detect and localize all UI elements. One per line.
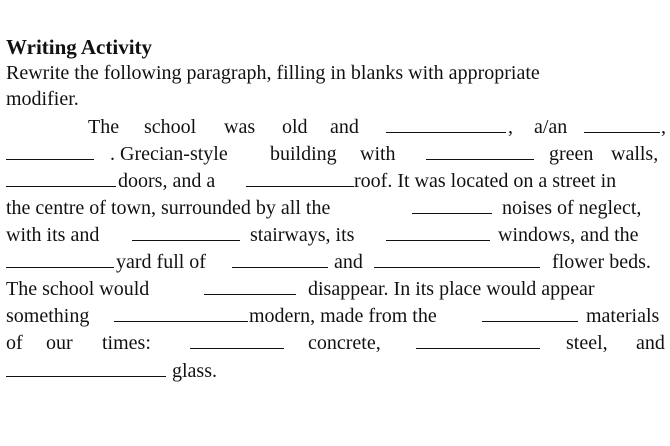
blank-line bbox=[6, 376, 166, 377]
paragraph-line bbox=[6, 115, 668, 139]
blank-line bbox=[232, 267, 328, 268]
paragraph-word: windows, and the bbox=[498, 224, 639, 246]
paragraph-line bbox=[6, 142, 668, 166]
paragraph-word: a/an bbox=[534, 116, 568, 138]
paragraph-word: stairways, its bbox=[250, 224, 355, 246]
blank-line bbox=[412, 213, 492, 214]
paragraph-word: building bbox=[270, 143, 337, 165]
paragraph-line bbox=[6, 223, 668, 247]
paragraph-line bbox=[6, 250, 668, 274]
paragraph-word: and bbox=[330, 116, 359, 138]
paragraph-word: , bbox=[508, 116, 513, 138]
blank-line bbox=[6, 186, 116, 187]
paragraph-line bbox=[6, 304, 668, 328]
instructions-line-2: modifier. bbox=[6, 88, 79, 110]
paragraph-word: roof. It was located on a street in bbox=[354, 170, 617, 192]
blank-line bbox=[482, 321, 578, 322]
paragraph-line bbox=[6, 196, 668, 220]
instructions-line-1: Rewrite the following paragraph, filling in blanks with appropriate bbox=[6, 62, 540, 84]
blank-line bbox=[204, 294, 296, 295]
blank-line bbox=[426, 159, 534, 160]
paragraph-word: disappear. In its place would appear bbox=[308, 278, 595, 300]
paragraph-word: materials bbox=[586, 305, 660, 327]
paragraph-word: school bbox=[144, 116, 197, 138]
paragraph-word: of bbox=[6, 332, 23, 354]
blank-line bbox=[386, 240, 490, 241]
blank-line bbox=[584, 132, 660, 133]
paragraph-word: something bbox=[6, 305, 90, 327]
paragraph-line bbox=[6, 169, 668, 193]
paragraph-word: glass. bbox=[172, 360, 217, 382]
paragraph-word: noises of neglect, bbox=[502, 197, 642, 219]
blank-line bbox=[374, 267, 540, 268]
blank-line bbox=[114, 321, 248, 322]
blank-line bbox=[416, 348, 540, 349]
paragraph-word: , bbox=[661, 116, 666, 138]
paragraph-word: The school would bbox=[6, 278, 150, 300]
paragraph-word: times: bbox=[102, 332, 151, 354]
paragraph-word: was bbox=[224, 116, 256, 138]
paragraph-word: walls, bbox=[611, 143, 659, 165]
paragraph-word: with bbox=[360, 143, 396, 165]
paragraph-word: The bbox=[88, 116, 120, 138]
paragraph-word: old bbox=[282, 116, 308, 138]
paragraph-word: doors, and a bbox=[118, 170, 216, 192]
paragraph-line bbox=[6, 277, 668, 301]
paragraph-line bbox=[6, 331, 668, 355]
paragraph-word: and bbox=[334, 251, 363, 273]
paragraph-word: the centre of town, surrounded by all the bbox=[6, 197, 331, 219]
activity-title: Writing Activity bbox=[6, 35, 153, 59]
paragraph-word: . Grecian-style bbox=[110, 143, 228, 165]
blank-line bbox=[6, 267, 114, 268]
paragraph-word: green bbox=[549, 143, 594, 165]
paragraph-word: and bbox=[636, 332, 665, 354]
blank-line bbox=[6, 159, 94, 160]
blank-line bbox=[190, 348, 284, 349]
paragraph-word: with its and bbox=[6, 224, 100, 246]
paragraph-word: our bbox=[46, 332, 73, 354]
blank-line bbox=[386, 132, 506, 133]
paragraph-word: steel, bbox=[566, 332, 608, 354]
paragraph-line bbox=[6, 359, 668, 383]
blank-line bbox=[246, 186, 354, 187]
paragraph-word: modern, made from the bbox=[249, 305, 437, 327]
blank-line bbox=[132, 240, 240, 241]
paragraph-word: concrete, bbox=[308, 332, 381, 354]
paragraph-word: flower beds. bbox=[552, 251, 651, 273]
paragraph-word: yard full of bbox=[116, 251, 206, 273]
